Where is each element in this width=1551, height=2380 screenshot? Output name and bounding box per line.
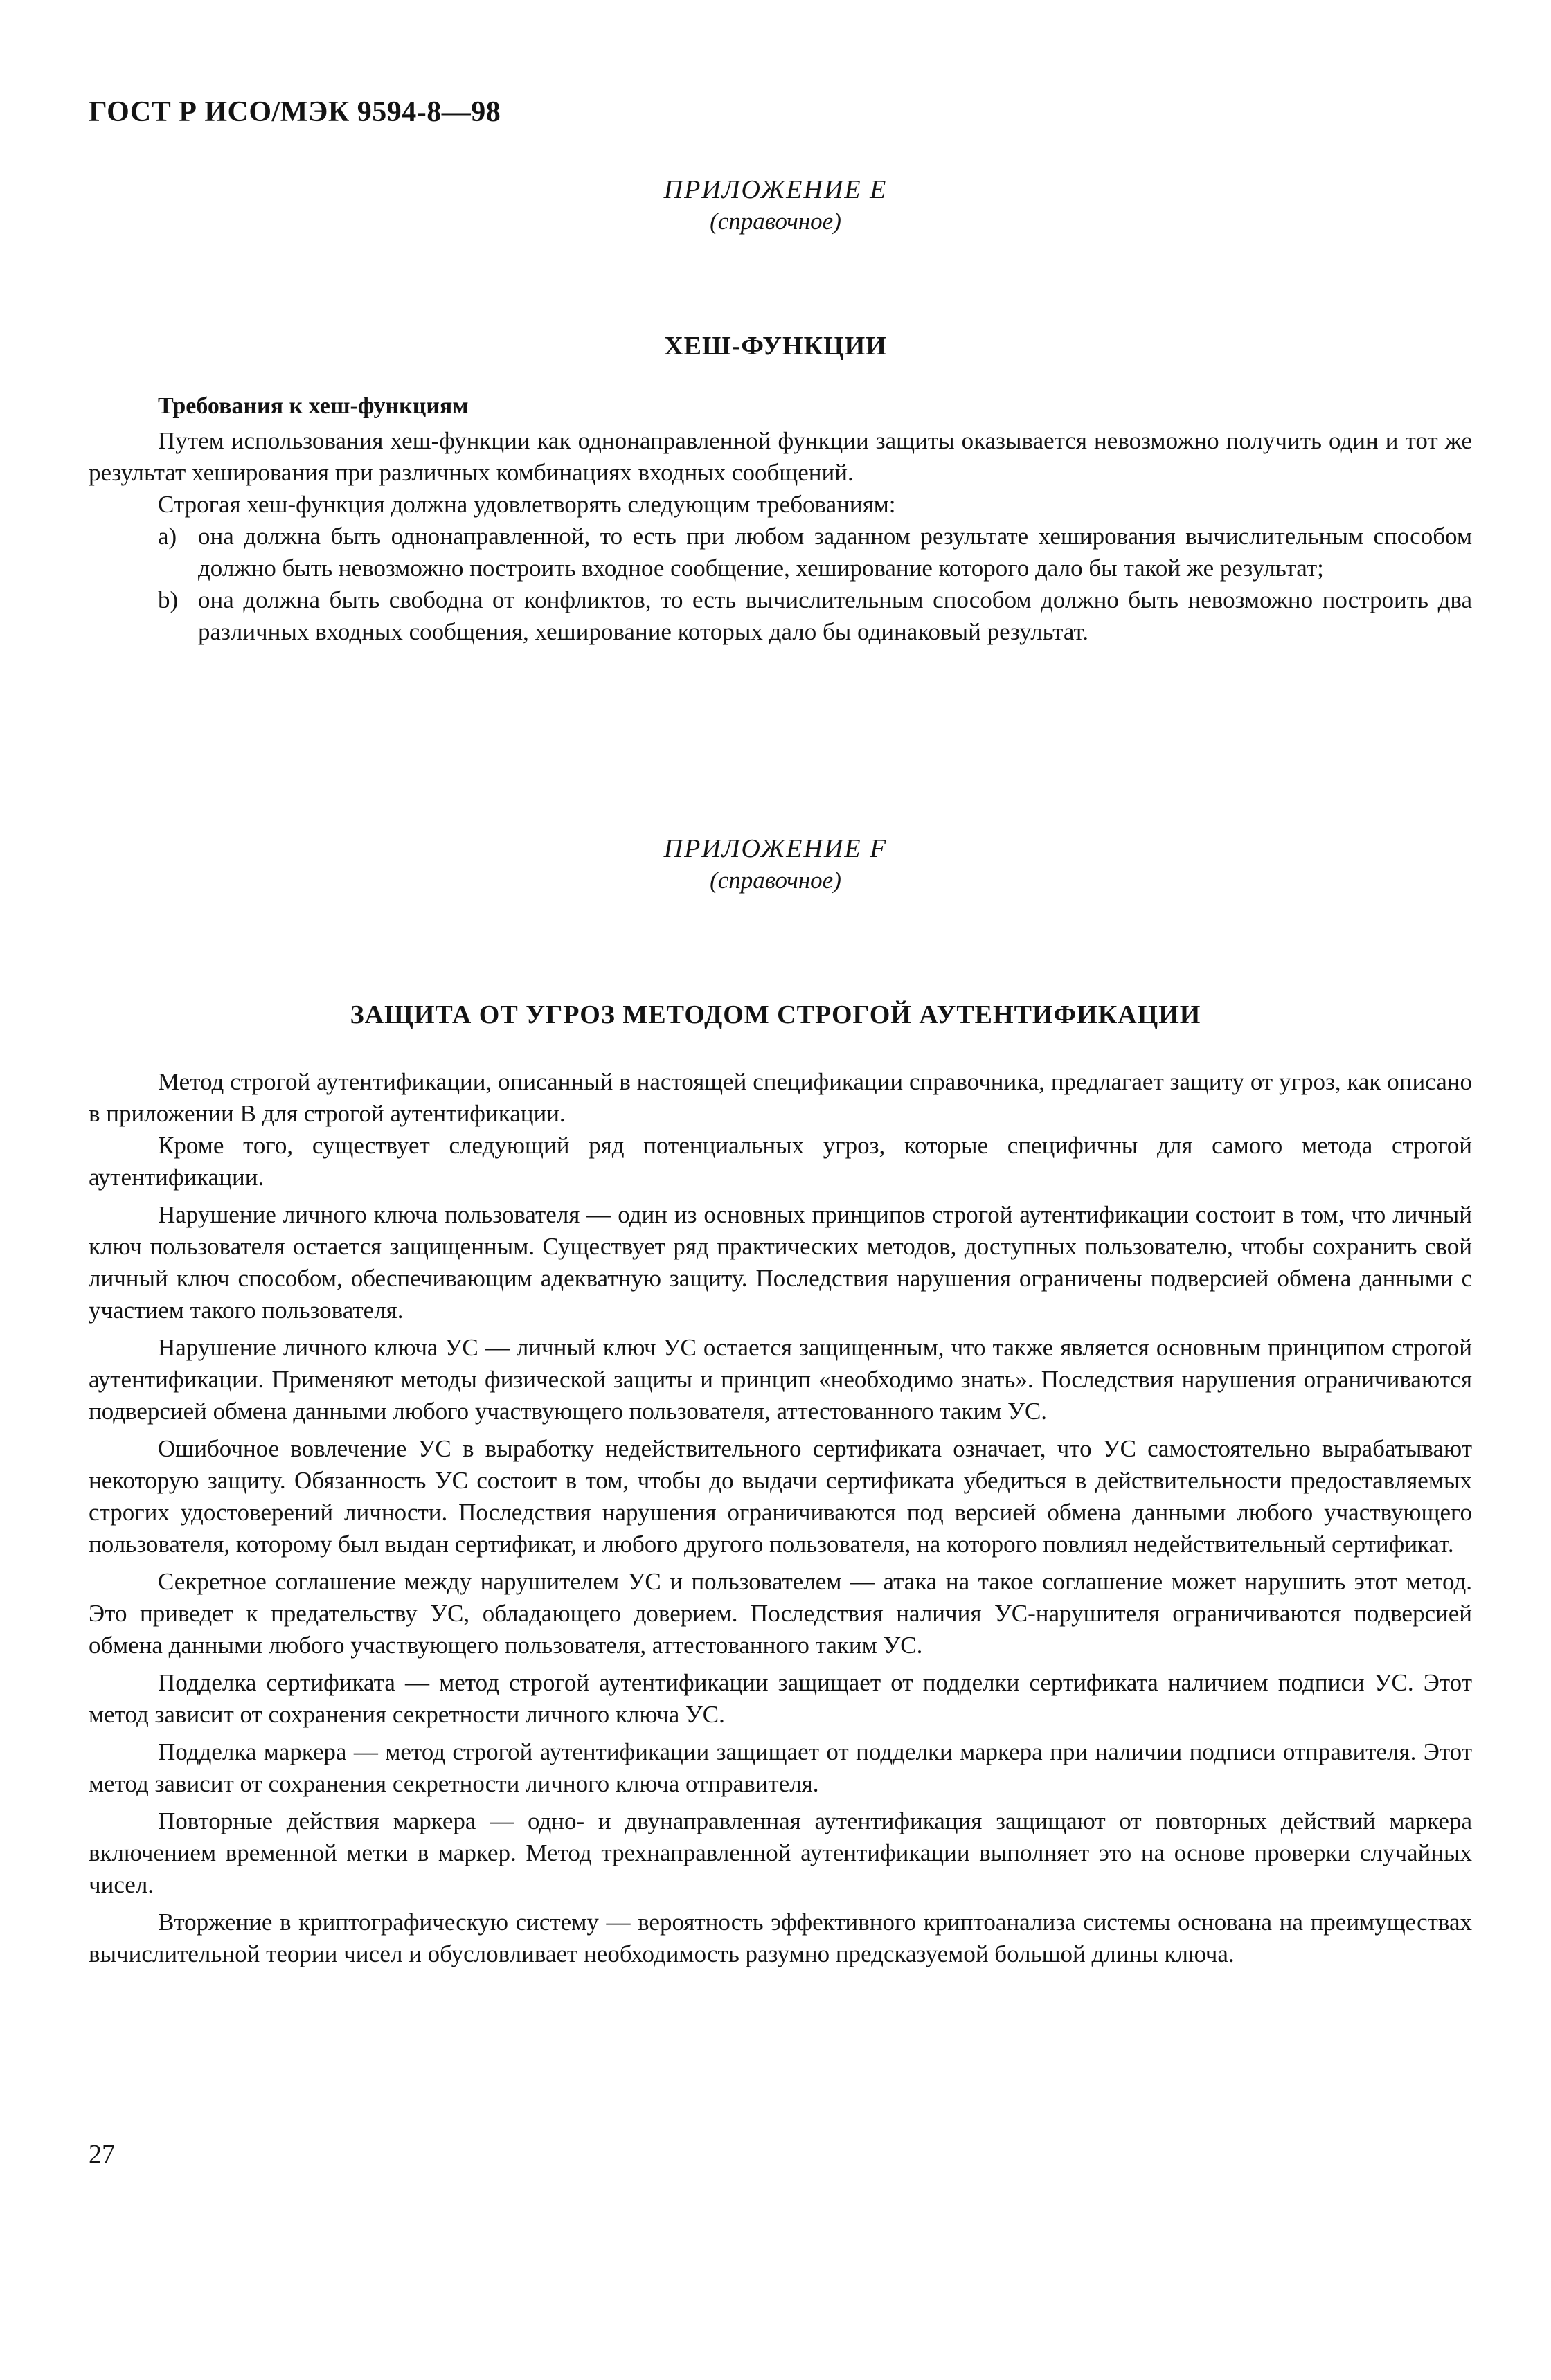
paragraph: Кроме того, существует следующий ряд потенциальных угроз, которые специфичны для самого метода строгой аутентификации. [89, 1132, 1472, 1191]
paragraph: Подделка сертификата — метод строгой аутентификации защищает от подделки сертификата наличием подписи УС. Этот метод зависит от сохранения секретности личного ключа УС. [89, 1669, 1472, 1728]
page-number: 27 [89, 2140, 115, 2169]
list-marker: a) [158, 523, 177, 550]
list-marker: b) [158, 586, 179, 613]
document-header: ГОСТ Р ИСО/МЭК 9594-8—98 [89, 96, 501, 128]
annex-e-subtitle: (справочное) [710, 208, 841, 235]
annex-e-subheading: Требования к хеш-функциям [158, 393, 469, 419]
paragraph: Ошибочное вовлечение УС в выработку недействительного сертификата означает, что УС самостоятельно вырабатывают некоторую защиту. Обязанность УС состоит в том, чтобы до выдачи сертификата убедиться в действительности предоставляемых строгих удостоверений личности. Последствия нарушения ограничиваются под версией обмена данными любого участвующего пользователя, которому был выдан сертификат, и любого другого пользователя, на которого повлиял недействительный сертификат. [89, 1435, 1472, 1558]
list-item [89, 584, 1472, 648]
paragraph: Метод строгой аутентификации, описанный в настоящей спецификации справочника, предлагает защиту от угроз, как описано в приложении В для строгой аутентификации. [89, 1068, 1472, 1127]
list-item [89, 521, 1472, 584]
paragraph: Секретное соглашение между нарушителем УС и пользователем — атака на такое соглашение может нарушить этот метод. Это приведет к предательству УС, обладающего доверием. Последствия наличия УС-нарушителя ограничиваются подверсией обмена данными любого участвующего пользователя, аттестованного таким УС. [89, 1568, 1472, 1659]
paragraph: Вторжение в криптографическую систему — вероятность эффективного криптоанализа системы основана на преимуществах вычислительной теории чисел и обусловливает необходимость разумно предсказуемой большой длины ключа. [89, 1909, 1472, 1967]
annex-f-body [89, 1066, 1472, 1970]
list-item-text: она должна быть однонаправленной, то есть при любом заданном результате хеширования вычислительным способом должно быть невозможно построить входное сообщение, хеширование которого дало бы такой же результат; [198, 523, 1472, 582]
paragraph: Нарушение личного ключа пользователя — один из основных принципов строгой аутентификации состоит в том, что личный ключ пользователя остается защищенным. Существует ряд практических методов, доступных пользователю, чтобы сохранить свой личный ключ способом, обеспечивающим адекватную защиту. Последствия нарушения ограничены подверсией обмена данными с участием такого пользователя. [89, 1201, 1472, 1324]
annex-e-title: ПРИЛОЖЕНИЕ Е [663, 175, 888, 204]
annex-e-body [89, 425, 1472, 648]
annex-f-heading: ЗАЩИТА ОТ УГРОЗ МЕТОДОМ СТРОГОЙ АУТЕНТИФИКАЦИИ [350, 1000, 1201, 1029]
annex-e-heading: ХЕШ-ФУНКЦИИ [664, 332, 887, 361]
paragraph: Строгая хеш-функция должна удовлетворять следующим требованиям: [158, 491, 896, 518]
paragraph: Подделка маркера — метод строгой аутентификации защищает от подделки маркера при наличии подписи отправителя. Этот метод зависит от сохранения секретности личного ключа отправителя. [89, 1738, 1472, 1797]
list-item-text: она должна быть свободна от конфликтов, то есть вычислительным способом должно быть невозможно построить два различных входных сообщения, хеширование которых дало бы одинаковый результат. [198, 586, 1472, 645]
annex-f-subtitle: (справочное) [710, 867, 841, 894]
paragraph: Путем использования хеш-функции как однонаправленной функции защиты оказывается невозможно получить один и тот же результат хеширования при различных комбинациях входных сообщений. [89, 427, 1472, 486]
annex-f-title: ПРИЛОЖЕНИЕ F [663, 834, 888, 863]
paragraph: Нарушение личного ключа УС — личный ключ УС остается защищенным, что также является основным принципом строгой аутентификации. Применяют методы физической защиты и принцип «необходимо знать». Последствия нарушения ограничиваются подверсией обмена данными любого участвующего пользователя, аттестованного таким УС. [89, 1334, 1472, 1425]
paragraph: Повторные действия маркера — одно- и двунаправленная аутентификация защищают от повторных действий маркера включением временной метки в маркер. Метод трехнаправленной аутентификации выполняет это на основе проверки случайных чисел. [89, 1807, 1472, 1898]
